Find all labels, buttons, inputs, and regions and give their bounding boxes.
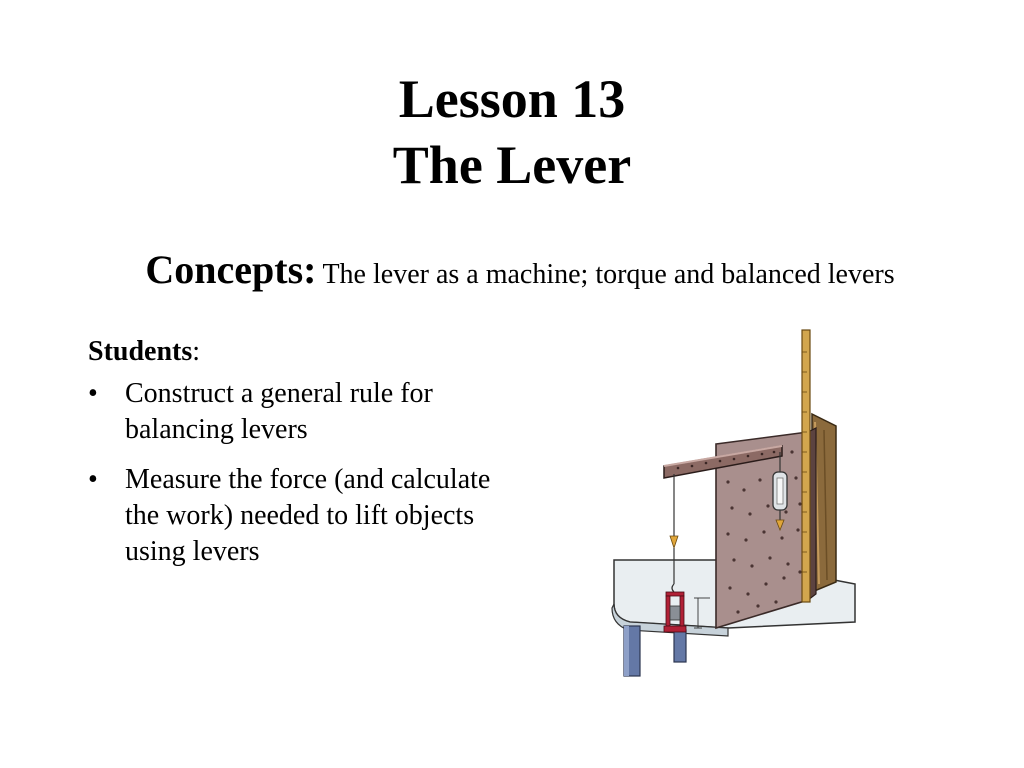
students-colon: : [192,336,201,367]
concepts-label: Concepts: [145,247,317,292]
slide-title [0,66,1024,198]
title-line-lesson: Lesson 13 [398,69,626,129]
objective-text: Construct a general rule for balancing levers [125,378,433,445]
bullet-icon: • [88,378,98,409]
title-line-topic: The Lever [392,135,632,195]
string-pointer-icon [670,536,678,548]
lever-apparatus-illustration [600,322,860,690]
vertical-ruler [802,330,810,602]
objectives-list [88,376,508,570]
students-objectives [88,334,508,584]
students-label: Students [88,336,193,367]
students-heading [88,334,508,370]
bullet-icon: • [88,464,98,495]
objective-item [88,462,508,570]
concepts-line [0,246,1024,293]
objective-item [88,376,508,448]
objective-text: Measure the force (and calculate the work) needed to lift objects using levers [125,464,491,567]
table-leg [674,630,686,662]
concepts-text: The lever as a machine; torque and balanced levers [322,259,895,290]
